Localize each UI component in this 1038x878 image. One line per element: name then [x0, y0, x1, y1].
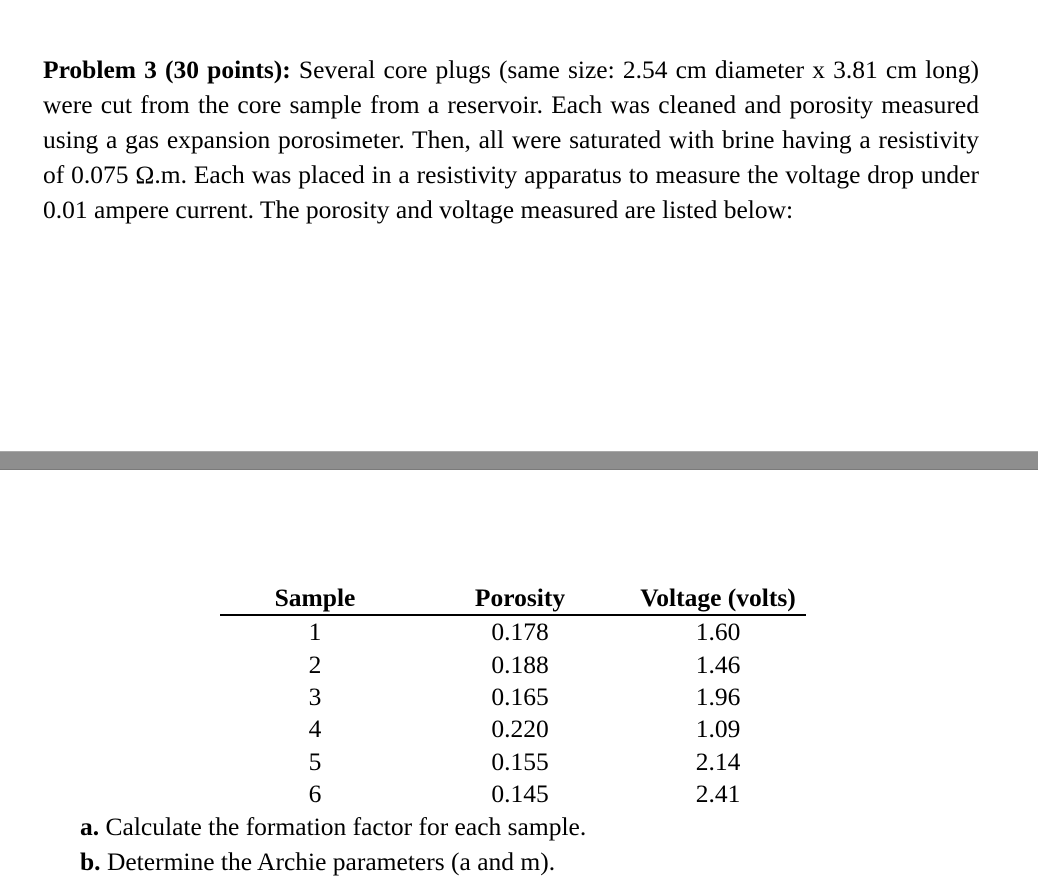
cell-voltage: 1.96	[695, 681, 741, 711]
table-row	[220, 681, 806, 713]
table-row	[220, 615, 806, 648]
cell-voltage: 1.46	[695, 649, 741, 679]
question-label: a.	[80, 812, 100, 841]
cell-porosity: 0.188	[491, 649, 549, 679]
question-a	[80, 809, 586, 844]
cell-sample: 2	[308, 649, 322, 679]
cell-voltage: 2.14	[695, 746, 741, 776]
cell-voltage: 1.60	[695, 617, 741, 647]
question-b	[80, 844, 586, 878]
cell-porosity: 0.178	[491, 617, 549, 647]
problem-text: Several core plugs (same size: 2.54 cm diameter x 3.81 cm long) were cut from the core sample from a reservoir. Each was cleaned and porosity measured using a gas expansion porosimeter. Then, all were saturated with brine having a resistivity of 0.075 Ω.m. Each was placed in a resistivity apparatus to measure the voltage drop under 0.01 ampere current. The porosity and voltage measured are listed below:	[43, 54, 980, 224]
header-sample: Sample	[220, 582, 410, 615]
cell-porosity: 0.145	[491, 779, 549, 809]
table-row	[220, 746, 806, 778]
cell-sample: 5	[308, 746, 322, 776]
cell-porosity: 0.155	[491, 746, 549, 776]
cell-sample: 4	[308, 714, 322, 744]
problem-statement	[43, 52, 979, 227]
cell-voltage: 2.41	[695, 779, 741, 809]
cell-sample: 3	[308, 681, 322, 711]
header-porosity: Porosity	[410, 582, 630, 615]
table-row	[220, 648, 806, 680]
question-text: Determine the Archie parameters (a and m).	[100, 847, 556, 876]
cell-voltage: 1.09	[695, 714, 741, 744]
page-divider	[0, 451, 1038, 470]
question-label: b.	[80, 847, 101, 876]
cell-sample: 1	[308, 617, 322, 647]
header-voltage: Voltage (volts)	[630, 582, 806, 615]
cell-sample: 6	[308, 779, 322, 809]
cell-porosity: 0.165	[491, 681, 549, 711]
table-row	[220, 713, 806, 745]
question-list	[80, 809, 586, 878]
table-header-row	[220, 582, 806, 615]
table-row	[220, 778, 806, 810]
cell-porosity: 0.220	[491, 714, 549, 744]
problem-heading: Problem 3 (30 points):	[43, 54, 291, 84]
question-text: Calculate the formation factor for each sample.	[99, 812, 587, 841]
data-table	[220, 582, 806, 810]
